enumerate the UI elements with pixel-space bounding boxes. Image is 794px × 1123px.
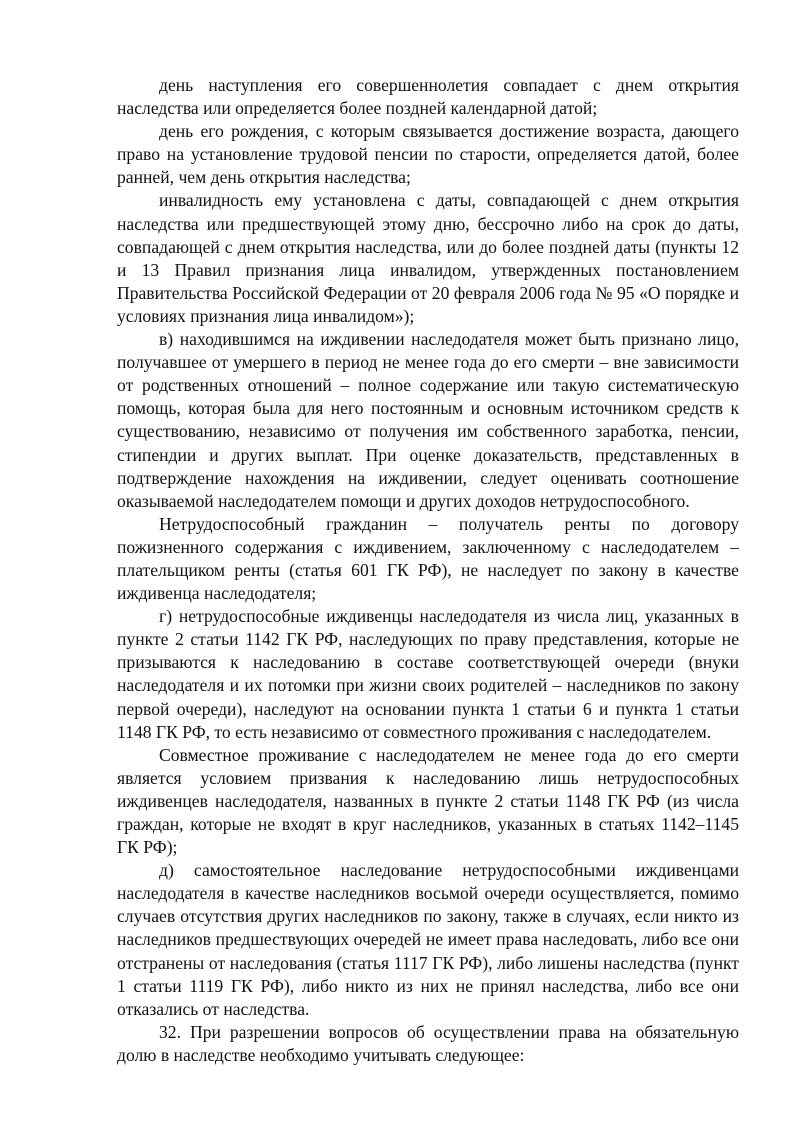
paragraph-32-mandatory-share: 32. При разрешении вопросов об осуществлении права на обязательную долю в наследстве необходимо учитывать следующее: <box>117 1021 739 1065</box>
paragraph-cohabitation: Совместное проживание с наследодателем не менее года до его смерти является условием призвания к наследованию лишь нетрудоспособных иждивенцев наследодателя, названных в пункте 2 статьи 1148 ГК РФ (из числа граждан, которые не входят в круг наследников, указанных в статьях 1142–1145 ГК РФ); <box>117 744 739 858</box>
paragraph-item-g-dependents: г) нетрудоспособные иждивенцы наследодателя из числа лиц, указанных в пункте 2 статьи 1142 ГК РФ, наследующих по праву представления, которые не призываются к наследованию в составе соответствующей очереди (внуки наследодателя и их потомки при жизни своих родителей – наследников по закону первой очереди), наследуют на основании пункта 1 статьи 6 и пункта 1 статьи 1148 ГК РФ, то есть независимо от совместного проживания с наследодателем. <box>117 606 739 742</box>
paragraph-birth-date: день его рождения, с которым связывается достижение возраста, дающего право на установление трудовой пенсии по старости, определяется датой, более ранней, чем день открытия наследства; <box>117 121 739 188</box>
paragraph-item-d-eighth-order: д) самостоятельное наследование нетрудоспособными иждивенцами наследодателя в качестве наследников восьмой очереди осуществляется, помимо случаев отсутствия других наследников по закону, также в случаях, если никто из наследников предшествующих очередей не имеет права наследовать, либо все они отстранены от наследования (статья 1117 ГК РФ), либо лишены наследства (пункт 1 статьи 1119 ГК РФ), либо никто из них не принял наследства, либо все они отказались от наследства. <box>117 860 739 1019</box>
document-page <box>117 74 739 1067</box>
paragraph-item-v-dependents: в) находившимся на иждивении наследодателя может быть признано лицо, получавшее от умершего в период не менее года до его смерти – вне зависимости от родственных отношений – полное содержание или такую систематическую помощь, которая была для него постоянным и основным источником средств к существованию, независимо от получения им собственного заработка, пенсии, стипендии и других выплат. При оценке доказательств, представленных в подтверждение нахождения на иждивении, следует оценивать соотношение оказываемой наследодателем помощи и других доходов нетрудоспособного. <box>117 329 739 511</box>
paragraph-disability: инвалидность ему установлена с даты, совпадающей с днем открытия наследства или предшествующей этому дню, бессрочно либо на срок до даты, совпадающей с днем открытия наследства, или до более поздней даты (пункты 12 и 13 Правил признания лица инвалидом, утвержденных постановлением Правительства Российской Федерации от 20 февраля 2006 года № 95 «О порядке и условиях признания лица инвалидом»); <box>117 190 739 326</box>
paragraph-annuity-recipient: Нетрудоспособный гражданин – получатель ренты по договору пожизненного содержания с иждивением, заключенному с наследодателем – плательщиком ренты (статья 601 ГК РФ), не наследует по закону в качестве иждивенца наследодателя; <box>117 513 739 604</box>
paragraph-adulthood-date: день наступления его совершеннолетия совпадает с днем открытия наследства или определяется более поздней календарной датой; <box>117 75 739 119</box>
